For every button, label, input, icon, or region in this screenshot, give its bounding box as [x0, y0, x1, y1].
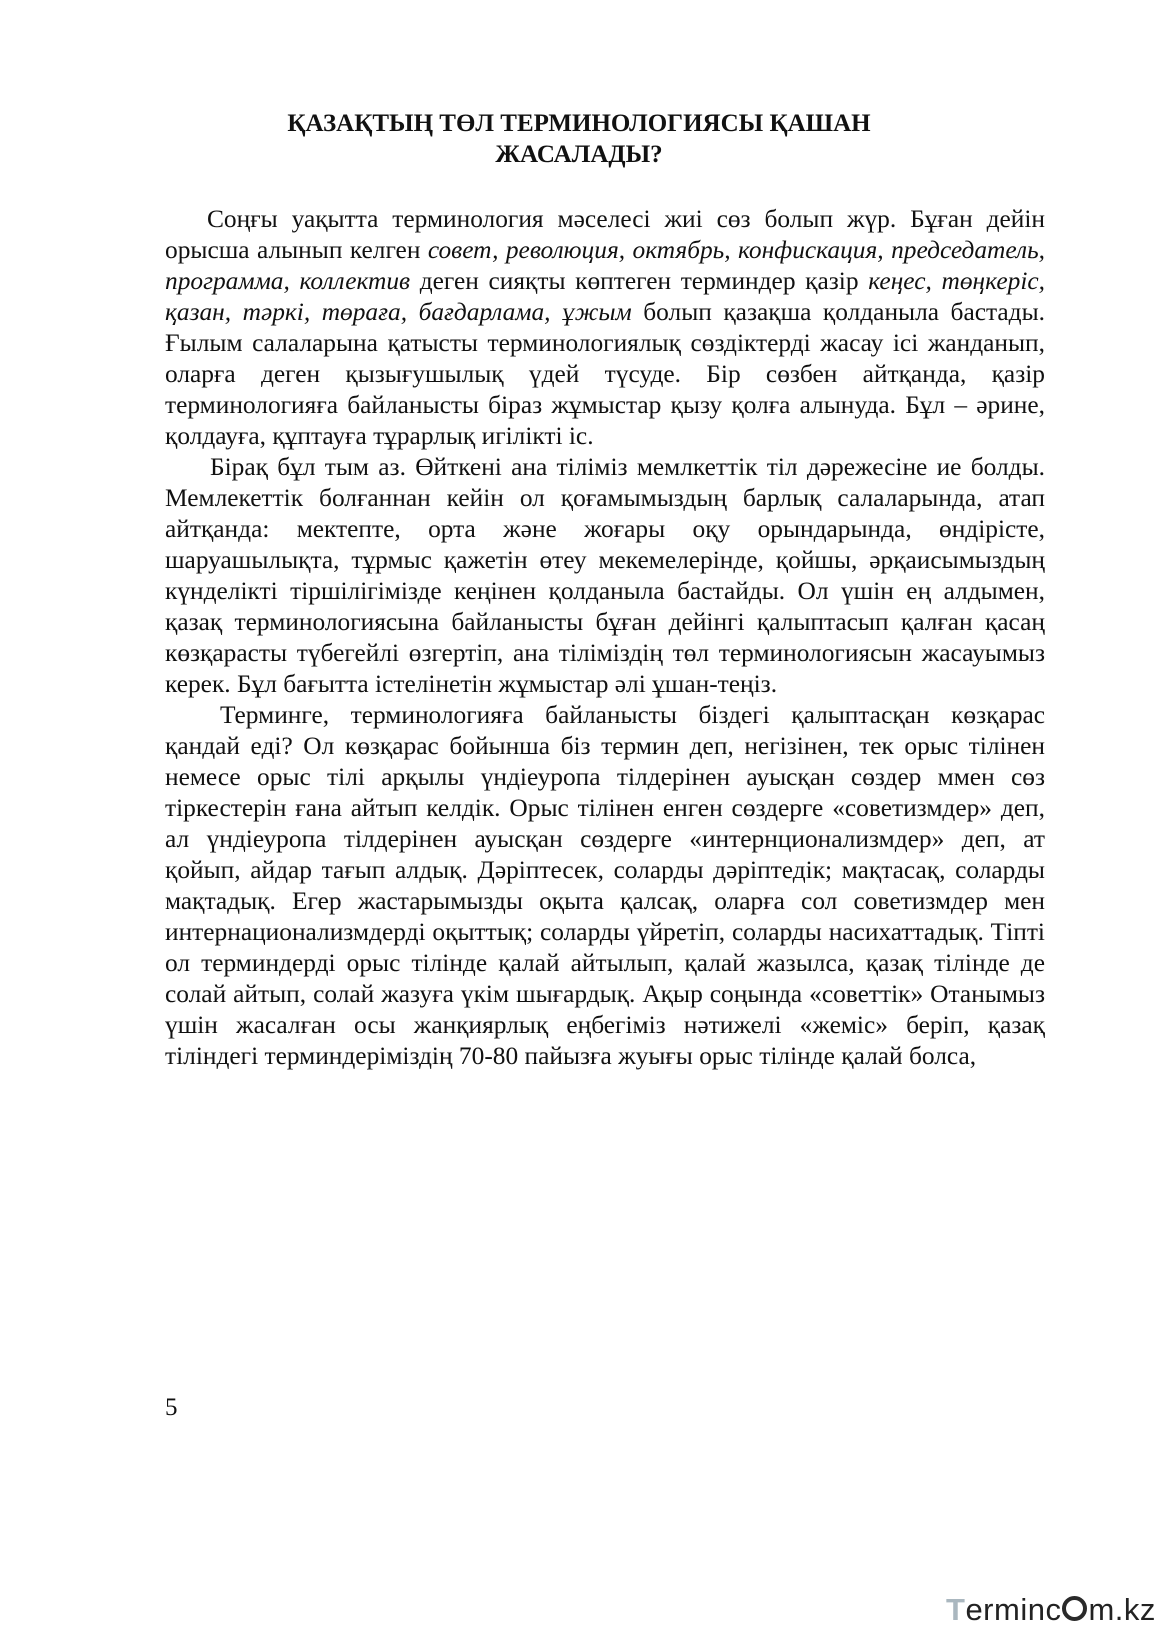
- paragraph-1-text-c: болып қазақша қолданыла бастады. Ғылым салаларына қатысты терминологиялық сөздіктерді жасау ісі жанданып, оларға деген қызығушылық үдей түсуде. Бір сөзбен айтқанда, қазір терминологияға байланысты біраз жұмыстар қызу қолға алынуда. Бұл – әрине, қолдауға, құптауға тұрарлық игілікті іс.: [165, 298, 1046, 450]
- title-line-1: ҚАЗАҚТЫҢ ТӨЛ ТЕРМИНОЛОГИЯСЫ ҚАШАН: [287, 110, 871, 137]
- title-line-2: ЖАСАЛАДЫ?: [495, 141, 663, 168]
- article-body: [165, 204, 1045, 1072]
- paragraph-2: Бірақ бұл тым аз. Өйткені ана тіліміз мемлкеттік тіл дәрежесіне ие болды. Мемлекеттік болғаннан кейін ол қоғамымыздың барлық салаларында, атап айтқанда: мектепте, орта және жоғары оқу орындарында, өндірісте, шаруашылықта, тұрмыс қажетін өтеу мекемелерінде, қойшы, әрқаисымыздың күнделікті тіршілігімізде кеңінен қолданыла бастайды. Ол үшін ең алдымен, қазақ терминологиясына байланысты бұған дейінгі қалыптасып қалған қасаң көзқарасты түбегейлі өзгертіп, ана тіліміздің төл терминологиясын жасауымыз керек. Бұл бағытта істелінетін жұмыстар әлі ұшан-теңіз.: [165, 453, 1045, 698]
- paragraph-1-text-a: Соңғы уақытта терминология мәселесі жиі сөз болып жүр. Бұған дейін орысша алынып келген: [165, 205, 1045, 264]
- paragraph-1: [165, 204, 1045, 452]
- watermark-ring-icon: [1062, 1596, 1087, 1621]
- watermark-text-start: erminc: [965, 1592, 1062, 1627]
- watermark-text-end: m.kz: [1088, 1592, 1156, 1627]
- page-number: 5: [165, 1394, 178, 1421]
- paragraph-3: Терминге, терминологияға байланысты біздегі қалыптасқан көзқарас қандай еді? Ол көзқарас бойынша біз термин деп, негізінен, тек орыс тілінен немесе орыс тілі арқылы үндіеуропа тілдерінен ауысқан сөздер ммен сөз тіркестерін ғана айтып келдік. Орыс тілінен енген сөздерге «советизмдер» деп, ал үндіеуропа тілдерінен ауысқан сөздерге «интернционализмдер» деп, ат қойып, айдар тағып алдық. Дәріптесек, соларды дәріптедік; мақтасақ, соларды мақтадық. Егер жастарымызды оқыта қалсақ, оларға сол советизмдер мен интернационализмдерді оқыттық; соларды үйретіп, соларды насихаттадық. Тіпті ол терминдерді орыс тілінде қалай айтылып, қалай жазылса, қазақ тілінде де солай айтып, солай жазуға үкім шығардық. Ақыр соңында «советтік» Отанымыз үшін жасалған осы жанқиярлық еңбегіміз нәтижелі «жеміс» беріп, қазақ тіліндегі терминдеріміздің 70-80 пайызға жуығы орыс тілінде қалай болса,: [165, 701, 1045, 1070]
- paragraph-1-italic-kazakh-terms: кеңес, төңкеріс, қазан, тәркі, төраға, бағдарлама, ұжым: [165, 267, 1045, 326]
- watermark-t-letter: T: [946, 1592, 966, 1627]
- paragraph-1-text-b: деген сияқты көптеген терминдер қазір: [410, 267, 869, 295]
- paragraph-1-italic-russian-terms: совет, революция, октябрь, конфискация, председатель, программа, коллектив: [165, 236, 1046, 295]
- page-title: [0, 108, 1158, 170]
- termincom-watermark-logo: [946, 1590, 1156, 1630]
